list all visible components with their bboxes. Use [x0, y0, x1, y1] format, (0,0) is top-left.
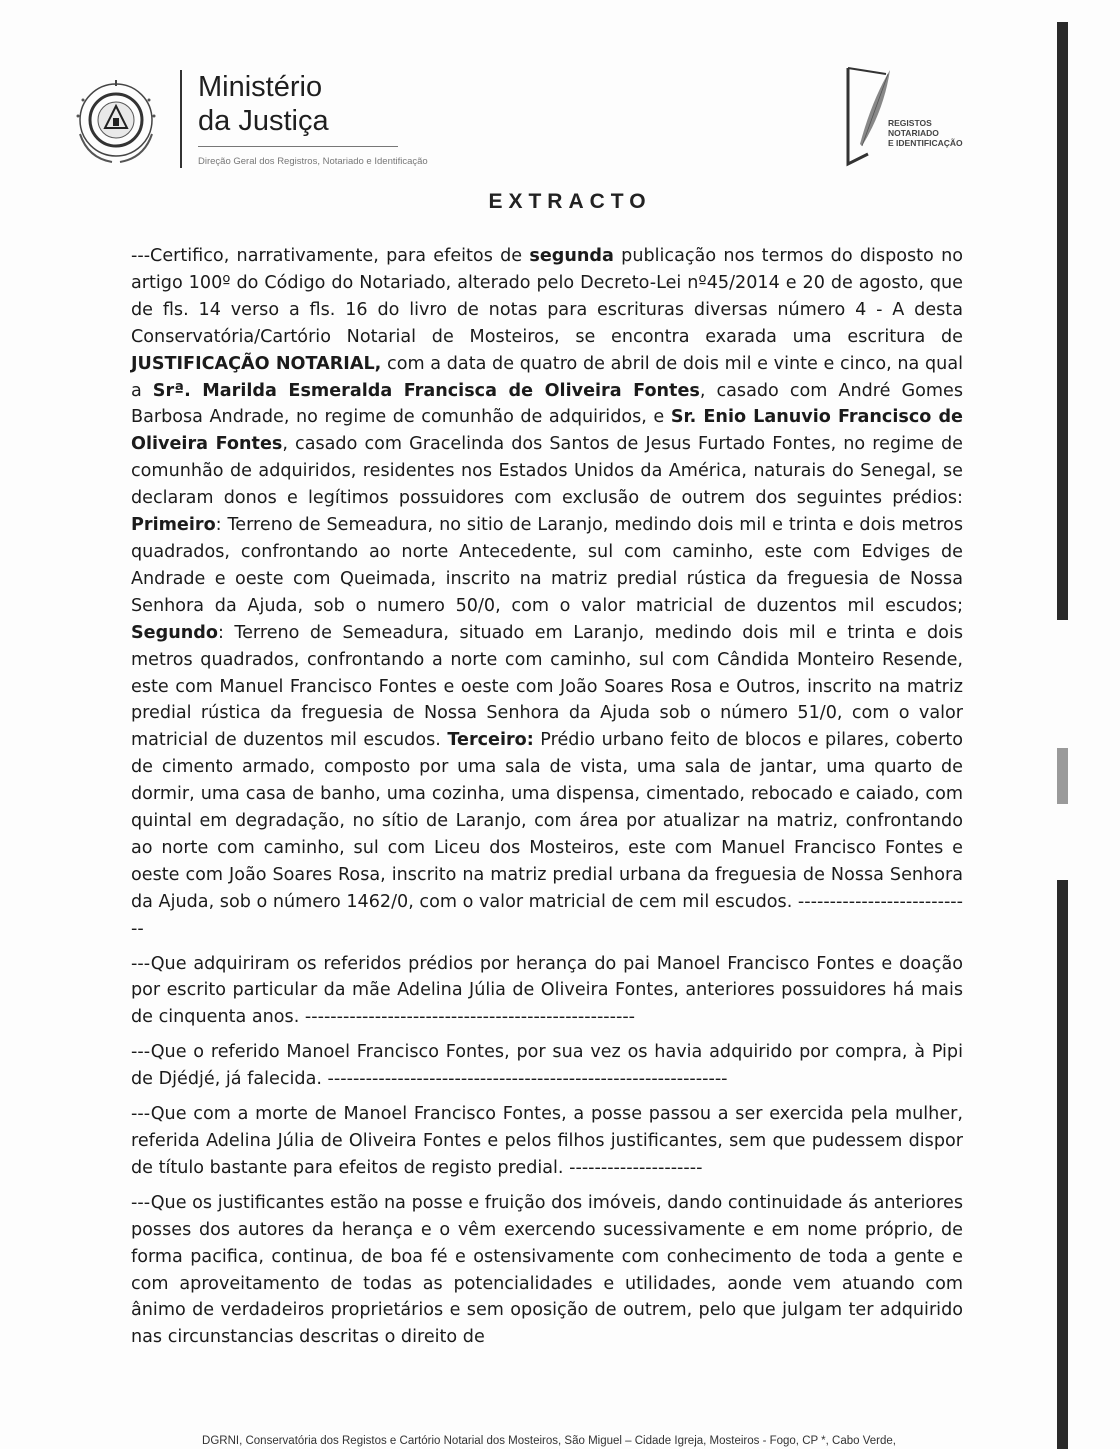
- registry-logo-icon: [838, 60, 898, 172]
- ministry-subtitle: Direção Geral dos Registros, Notariado e Identificação: [198, 156, 428, 167]
- text-run: : Terreno de Semeadura, no sitio de Laranjo, medindo dois mil e trinta e dois metros quadrados, confrontando ao norte Antecedente, sul com caminho, este com Edviges de Andrade e oeste com Queimada, inscrito na matriz predial rústica da freguesia de Nossa Senhora da Ajuda, sob o numero 50/0, com o valor matricial de duzentos mil escudos;: [131, 515, 963, 616]
- text-run: : Terreno de Semeadura, situado em Laranjo, medindo dois mil e trinta e dois metros quadrados, confrontando a norte com caminho, sul com Cândida Monteiro Resende, este com Manuel Francisco Fontes e oeste com João Soares Rosa e Outros, inscrito na matriz predial rústica da freguesia de Nossa Senhora da Ajuda sob o número 51/0, com o valor matricial de duzentos mil escudos.: [131, 622, 963, 751]
- text-run: , casado com André Gomes Barbosa Andrade, no regime de comunhão de adquiridos, e: [131, 380, 963, 428]
- bold-run: Srª. Marilda Esmeralda Francisca de Oliveira Fontes: [152, 380, 700, 401]
- text-run: Prédio urbano feito de blocos e pilares, coberto de cimento armado, composto por uma sala de vista, uma sala de jantar, uma quarto de dormir, uma casa de banho, uma cozinha, uma dispensa, cimentado, rebocado e caiado, com quintal em degradação, no sítio de Laranjo, com área por atualizar na matriz, confrontando ao norte com caminho, sul com Liceu dos Mosteiros, este com Manuel Francisco Fontes e oeste com João Soares Rosa, inscrito na matriz predial urbana da freguesia de Nossa Senhora da Ajuda, sob o número 1462/0, com o valor matricial de cem mil escudos. ----------------------------: [131, 730, 963, 939]
- ministry-underline: [198, 146, 398, 147]
- paragraph-3: ---Que o referido Manoel Francisco Fontes, por sua vez os havia adquirido por compra, à Pipi de Djédjé, já falecida. ---------------------------------------------------------------: [131, 1042, 963, 1090]
- bold-run: JUSTIFICAÇÃO NOTARIAL,: [131, 353, 382, 374]
- ministry-line-1: Ministério: [198, 71, 323, 103]
- paragraph-4: ---Que com a morte de Manoel Francisco Fontes, a posse passou a ser exercida pela mulher, referida Adelina Júlia de Oliveira Fontes e pelos filhos justificantes, sem que pudessem dispor de título bastante para efeitos de registo predial. ---------------------: [131, 1104, 963, 1178]
- bold-run: Sr. Enio Lanuvio Francisco de Oliveira Fontes: [131, 407, 963, 455]
- scan-edge-bar: [1057, 748, 1068, 804]
- document-title: EXTRACTO: [488, 190, 652, 213]
- header-divider: [180, 70, 182, 168]
- text-run: ---Certifico, narrativamente, para efeitos de: [131, 246, 530, 266]
- registry-logo-line: E IDENTIFICAÇÃO: [888, 138, 963, 148]
- registry-logo-text: [888, 118, 963, 148]
- ministry-line-2: da Justiça: [198, 105, 329, 137]
- text-run: publicação nos termos do disposto no artigo 100º do Código do Notariado, alterado pelo Decreto-Lei nº45/2014 e 20 de agosto, que de fls. 14 verso a fls. 16 do livro de notas para escrituras diversas número 4 - A desta Conservatória/Cartório Notarial de Mosteiros, se encontra exarada uma escritura de: [131, 246, 963, 347]
- ministry-name: [198, 70, 329, 138]
- text-run: com a data de quatro de abril de dois mil e vinte e cinco, na qual a: [131, 353, 963, 401]
- text-run: , casado com Gracelinda dos Santos de Jesus Furtado Fontes, no regime de comunhão de adquiridos, residentes nos Estados Unidos da América, naturais do Senegal, se declaram donos e legítimos possuidores com exclusão de outrem dos seguintes prédios:: [131, 434, 964, 509]
- bold-run: Primeiro: [131, 515, 216, 536]
- paragraph-1: [131, 243, 963, 943]
- paragraph-2: ---Que adquiriram os referidos prédios por herança do pai Manoel Francisco Fontes e doação por escrito particular da mãe Adelina Júlia de Oliveira Fontes, anteriores possuidores há mais de cinquenta anos. ----------------------------------------------------: [131, 953, 963, 1028]
- registry-logo-line: REGISTOS: [888, 118, 932, 128]
- ministry-emblem-icon: [66, 72, 166, 172]
- bold-run: segunda: [529, 246, 614, 266]
- paragraph-5: ---Que os justificantes estão na posse e fruição dos imóveis, dando continuidade ás anteriores posses dos autores da herança e o vêm exercendo sucessivamente e em nome próprio, de forma pacifica, continua, de boa fé e ostensivamente com conhecimento de toda a gente e com aproveitamento de todas as potencialidades e utilidades, aonde vem atuando com ânimo de verdadeiros proprietários e sem oposição de outrem, pelo que julgam ter adquirido nas circunstancias descritas o direito de: [131, 1192, 963, 1348]
- document-body: [131, 243, 963, 1359]
- bold-run: Terceiro:: [447, 730, 534, 751]
- scan-edge-bar: [1057, 22, 1068, 620]
- registry-logo-line: NOTARIADO: [888, 128, 939, 138]
- bold-run: Segundo: [131, 622, 218, 643]
- page-footer: DGRNI, Conservatória dos Registos e Cartório Notarial dos Mosteiros, São Miguel – Cidade Igreja, Mosteiros - Fogo, CP *, Cabo Verde,: [202, 1435, 896, 1447]
- scan-edge-bar: [1057, 880, 1068, 1449]
